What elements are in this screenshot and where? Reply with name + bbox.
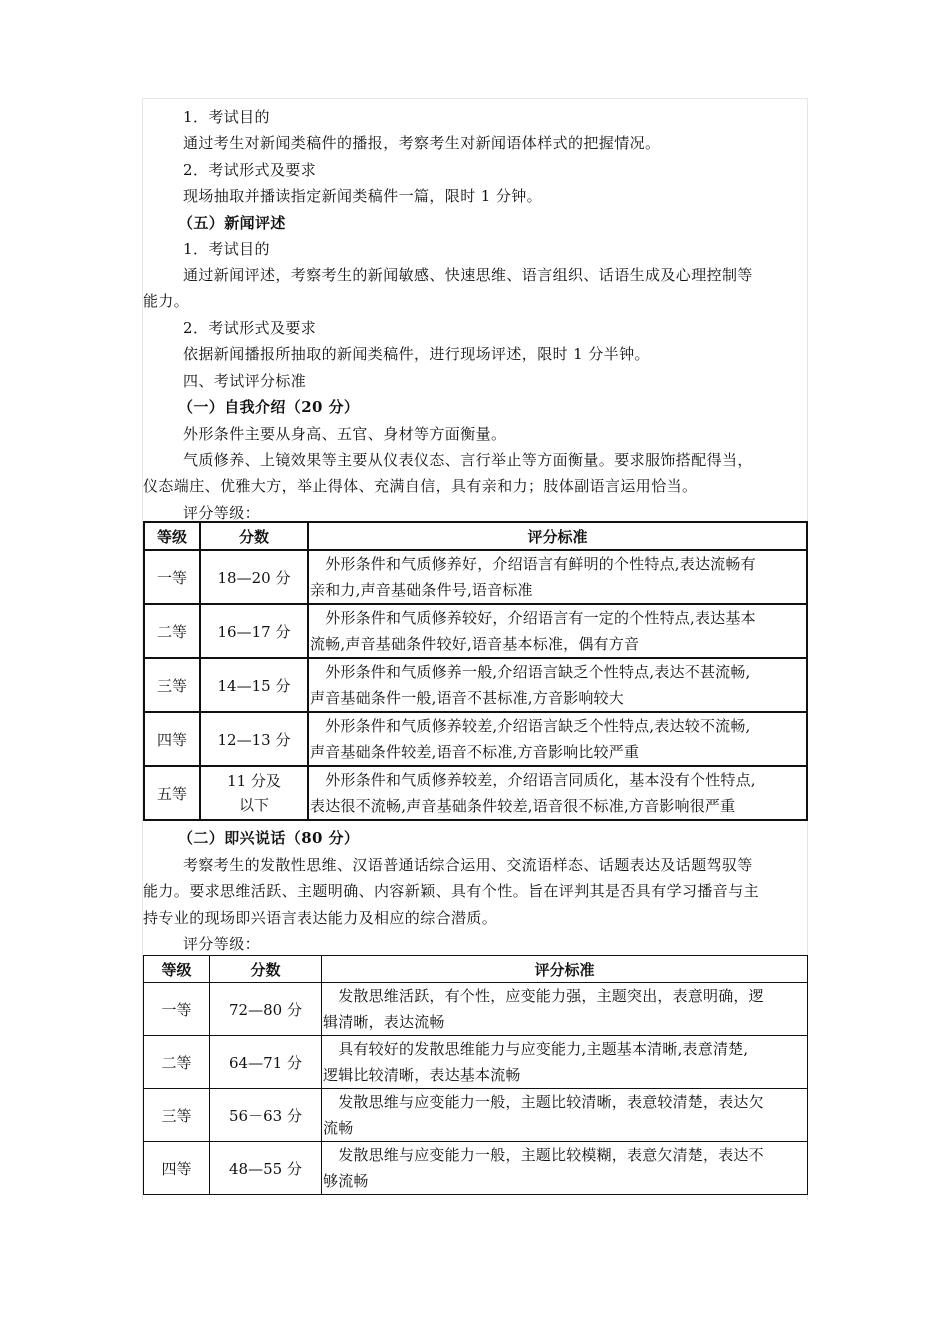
criteria-cell: 外形条件和气质修养较差，介绍语言同质化，基本没有个性特点, 表达很不流畅,声音基础条件较差,语音很不标准,方音影响很严重 [308,766,807,820]
criteria-cell: 外形条件和气质修养一般,介绍语言缺乏个性特点,表达不甚流畅, 声音基础条件一般,语音不甚标准,方音影响较大 [308,658,807,712]
table-row [144,604,807,658]
grading-label: 评分等级： [183,504,261,522]
table-header-row [144,522,807,550]
grade-cell: 二等 [144,604,200,658]
paragraph: 通过考生对新闻类稿件的播报，考察考生对新闻语体样式的把握情况。 [183,134,661,152]
paragraph: 考察考生的发散性思维、汉语普通话综合运用、交流语样态、话题表达及话题驾驭等 [183,856,753,874]
paragraph-continued: 持专业的现场即兴语言表达能力及相应的综合潜质。 [143,909,498,927]
criteria-cell: 外形条件和气质修养较好，介绍语言有一定的个性特点,表达基本 流畅,声音基础条件较好,语音基本标准，偶有方音 [308,604,807,658]
score-cell: 18—20 分 [200,550,308,604]
grading-label: 评分等级： [183,935,261,953]
paragraph: 气质修养、上镜效果等主要从仪表仪态、言行举止等方面衡量。要求服饰搭配得当， [183,451,753,469]
score-cell: 56－63 分 [210,1089,322,1142]
grade-cell: 五等 [144,766,200,820]
table-row [144,1089,808,1142]
grade-cell: 一等 [144,550,200,604]
paragraph-continued: 仪态端庄、优雅大方，举止得体、充满自信，具有亲和力；肢体副语言运用恰当。 [143,477,698,495]
heading-scoring-standards: 四、考试评分标准 [183,372,307,390]
table-row [144,1142,808,1195]
paragraph-continued: 能力。要求思维活跃、主题明确、内容新颖、具有个性。旨在评判其是否具有学习播音与主 [143,882,760,900]
score-cell: 12—13 分 [200,712,308,766]
criteria-cell: 外形条件和气质修养好，介绍语言有鲜明的个性特点,表达流畅有 亲和力,声音基础条件号,语音标准 [308,550,807,604]
grade-cell: 三等 [144,1089,210,1142]
paragraph: 依据新闻播报所抽取的新闻类稿件，进行现场评述，限时 1 分半钟。 [183,345,650,363]
header-score: 分数 [210,956,322,983]
heading-exam-form: 2．考试形式及要求 [183,161,317,179]
paragraph-continued: 能力。 [143,292,190,310]
header-grade: 等级 [144,522,200,550]
header-score: 分数 [200,522,308,550]
criteria-cell: 发散思维与应变能力一般，主题比较清晰，表意较清楚，表达欠 流畅 [322,1089,808,1142]
table-row [144,983,808,1036]
table-impromptu-speech [143,955,808,1195]
criteria-cell: 外形条件和气质修养较差,介绍语言缺乏个性特点,表达较不流畅, 声音基础条件较差,语音不标准,方音影响比较严重 [308,712,807,766]
grade-cell: 四等 [144,1142,210,1195]
score-cell: 64—71 分 [210,1036,322,1089]
criteria-cell: 发散思维与应变能力一般，主题比较模糊，表意欠清楚，表达不 够流畅 [322,1142,808,1195]
paragraph: 现场抽取并播读指定新闻类稿件一篇，限时 1 分钟。 [183,187,543,205]
paragraph: 外形条件主要从身高、五官、身材等方面衡量。 [183,425,507,443]
grade-cell: 三等 [144,658,200,712]
grade-cell: 二等 [144,1036,210,1089]
grade-cell: 四等 [144,712,200,766]
header-criteria: 评分标准 [308,522,807,550]
section-news-commentary: （五）新闻评述 [178,214,286,232]
section-self-introduction: （一）自我介绍（20 分） [178,398,360,416]
table-row [144,658,807,712]
header-grade: 等级 [144,956,210,983]
paragraph: 通过新闻评述，考察考生的新闻敏感、快速思维、语言组织、话语生成及心理控制等 [183,266,753,284]
section-impromptu-speech: （二）即兴说话（80 分） [178,829,360,847]
table-header-row [144,956,808,983]
score-cell: 14—15 分 [200,658,308,712]
heading-exam-purpose: 1．考试目的 [183,240,270,258]
heading-exam-purpose: 1．考试目的 [183,108,270,126]
score-cell: 11 分及 以下 [200,766,308,820]
table-row [144,550,807,604]
score-cell: 16—17 分 [200,604,308,658]
table-self-introduction [143,521,808,821]
criteria-cell: 具有较好的发散思维能力与应变能力,主题基本清晰,表意清楚, 逻辑比较清晰，表达基本流畅 [322,1036,808,1089]
header-criteria: 评分标准 [322,956,808,983]
table-row [144,712,807,766]
table-row [144,766,807,820]
heading-exam-form: 2．考试形式及要求 [183,319,317,337]
criteria-cell: 发散思维活跃，有个性，应变能力强，主题突出，表意明确，逻 辑清晰，表达流畅 [322,983,808,1036]
score-cell: 72—80 分 [210,983,322,1036]
grade-cell: 一等 [144,983,210,1036]
score-cell: 48—55 分 [210,1142,322,1195]
table-row [144,1036,808,1089]
